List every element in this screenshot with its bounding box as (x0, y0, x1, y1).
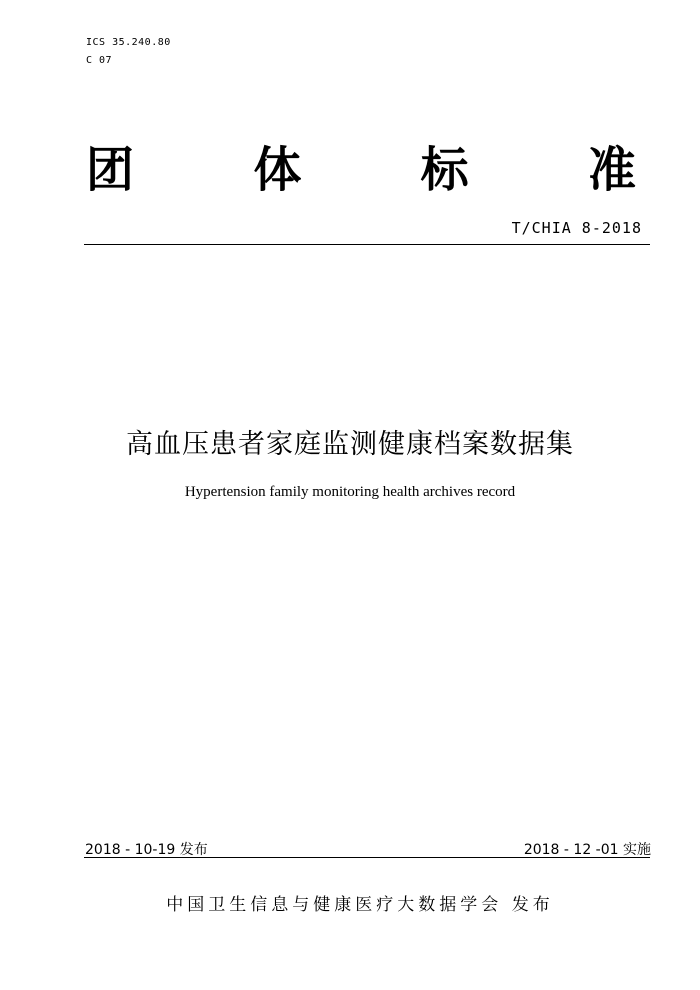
issue-date: 2018 - 10-19 发布 (85, 842, 208, 858)
standard-type-heading (86, 140, 636, 200)
standard-type-char-1: 团 (86, 142, 135, 198)
standard-type-char-2: 体 (253, 142, 302, 198)
publisher: 中国卫生信息与健康医疗大数据学会 发布 (166, 895, 554, 915)
top-divider (84, 244, 650, 245)
document-title-english: Hypertension family monitoring health archives record (184, 484, 516, 500)
standard-type-char-4: 准 (587, 142, 636, 198)
standard-number: T/CHIA 8-2018 (511, 219, 642, 237)
ccs-code: C 07 (86, 55, 113, 66)
document-title-chinese: 高血压患者家庭监测健康档案数据集 (126, 429, 574, 460)
implementation-date: 2018 - 12 -01 实施 (523, 842, 651, 858)
bottom-divider (84, 857, 650, 858)
standard-type-char-3: 标 (420, 142, 469, 198)
ics-code: ICS 35.240.80 (86, 37, 171, 48)
